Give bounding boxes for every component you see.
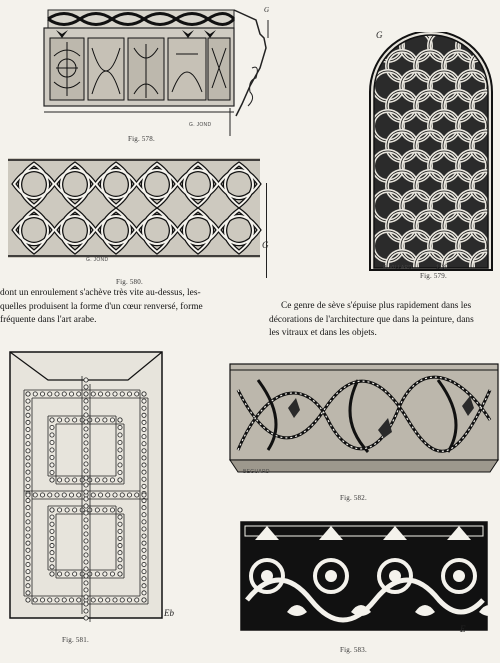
- figure-578-frieze: [10, 8, 278, 138]
- figure-580-caption: Fig. 580.: [116, 278, 143, 286]
- figure-579-scale-note: 1/37: [436, 265, 449, 271]
- paragraph-right-line-2: décorations de l'architecture que dans la peinture, dans: [269, 314, 474, 325]
- figure-578-caption: Fig. 578.: [128, 135, 155, 143]
- figure-581-monogram: Eb: [164, 608, 174, 618]
- figure-582-animal-frieze: [228, 360, 500, 478]
- figure-583-monogram: E: [460, 624, 466, 634]
- figure-583-arabesque-border: [239, 520, 489, 632]
- figure-579-monogram: G: [376, 30, 383, 40]
- paragraph-left-line-1: dont un enroulement s'achève très vite au-dessus, les-: [0, 288, 201, 298]
- paragraph-left-line-3: fréquente dans l'art arabe.: [0, 315, 97, 326]
- paragraph-right: [269, 300, 474, 341]
- figure-578-monogram: G: [264, 6, 270, 14]
- figure-582-caption: Fig. 582.: [340, 494, 367, 502]
- paragraph-right-line-3: les vitraux et dans les objets.: [269, 328, 377, 339]
- figure-579-arched-window: [366, 32, 496, 272]
- figure-580-knot-band: [6, 156, 262, 262]
- paragraph-right-line-1: Ce genre de sève s'épuise plus rapidement dans les: [281, 301, 472, 311]
- paragraph-left: [0, 287, 203, 328]
- figure-580-signature: G. JOND: [86, 257, 109, 263]
- figure-582-signature: BEGUARD: [243, 469, 270, 475]
- figure-583-caption: Fig. 583.: [340, 646, 367, 654]
- figure-581-beaded-panel: [8, 350, 164, 622]
- figure-580-monogram: G: [262, 240, 269, 250]
- paragraph-left-line-2: quelles produisent la forme d'un cœur renversé, forme: [0, 301, 203, 312]
- figure-579-signature: P. VILLARD: [383, 265, 413, 271]
- figure-579-caption: Fig. 579.: [420, 272, 447, 280]
- figure-581-caption: Fig. 581.: [62, 636, 89, 644]
- figure-578-signature: G. JOND: [189, 122, 212, 128]
- column-separator: [266, 183, 267, 278]
